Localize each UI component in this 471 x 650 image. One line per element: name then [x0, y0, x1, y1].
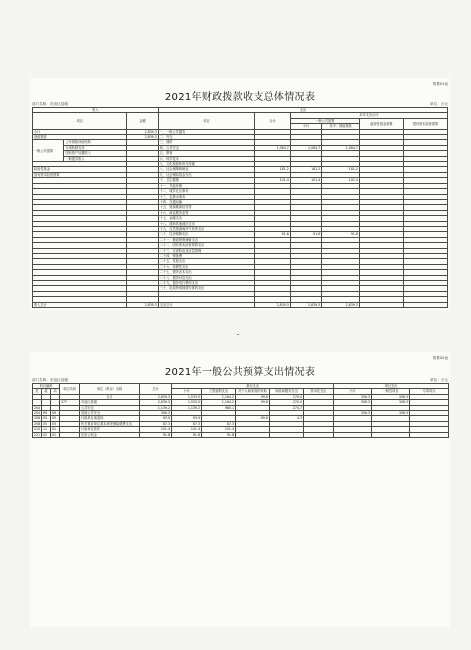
personal-value: 89.6 [236, 416, 270, 421]
sub-header: 项 [51, 389, 60, 394]
item-name: 其他公共安全 [80, 411, 140, 416]
expense-item: 二十、住房保障支出 [158, 232, 254, 237]
kind-code: 208 [34, 416, 41, 421]
total-value: 306.3 [140, 411, 172, 416]
expense-item: 十一、节能环保 [158, 183, 254, 188]
side-label: 一般公共预算 [33, 140, 64, 162]
salary-header: 工资福利支出 [202, 389, 236, 394]
project-subtotal: 306.3 [334, 400, 372, 405]
capital-header: 资本性支出 [304, 389, 334, 394]
total-header: 合计 [255, 113, 291, 129]
total-value: 93.9 [140, 416, 172, 421]
table-tag: 预算01表 [432, 82, 448, 86]
special-project-value [410, 432, 449, 437]
expense-item: 十五、资源勘探信息等 [158, 205, 254, 210]
expense-item: 十四、交通运输 [158, 199, 254, 204]
salary-value: 101.4 [202, 427, 236, 432]
total-header: 总计 [140, 384, 172, 395]
item-code: 05 [42, 416, 51, 421]
amount-header: 金额 [127, 113, 158, 129]
project-subtotal [334, 432, 372, 437]
expense-basic: 181.2 [322, 167, 360, 172]
expense-subtotal: 181.2 [290, 167, 321, 172]
basic-subtotal: 87.3 [172, 421, 202, 426]
expense-item: 九、社会保险基金支出 [158, 172, 254, 177]
expense-item: 二十二、国有资本经营预算支出 [158, 243, 254, 248]
sub-code: 05 [51, 416, 60, 421]
income-item: 国有资本经营预算 [33, 172, 127, 177]
income-header: 收入 [33, 108, 159, 113]
income-total-label: 收入总计 [33, 302, 127, 307]
total-value: 1,139.2 [140, 405, 172, 410]
expense-total-label: 支出总计 [158, 302, 254, 307]
basic-subtotal: 91.8 [172, 432, 202, 437]
personal-value: 99.6 [236, 400, 270, 405]
project-subtotal: 306.3 [334, 394, 372, 399]
general-project-value: 306.3 [372, 411, 410, 416]
expense-item: 二十九、债务发行费用支出 [158, 281, 254, 286]
basic-header: 基本支出 [172, 384, 334, 389]
dept-label: 部门名称： [32, 102, 50, 106]
personal-value: 99.6 [236, 394, 270, 399]
total-value: 2,839.3 [140, 400, 172, 405]
unit-label: 单位：万元 [430, 102, 448, 106]
income-total: 2,839.3 [127, 302, 158, 307]
income-item: 专项转移支付 [64, 145, 127, 150]
total-value: 2,839.3 [140, 394, 172, 399]
item-name: 行政单位医疗 [80, 427, 140, 432]
expense-total: 1,064.7 [255, 145, 291, 150]
expense-item: 三十、抗疫特别国债安排的支出 [158, 286, 254, 291]
total-value: 101.4 [140, 427, 172, 432]
expense-item: 五、教育 [158, 151, 254, 156]
total-value: 87.3 [140, 421, 172, 426]
gov-fund-header: 政府性基金预算 [359, 118, 403, 129]
sub-code: 99 [51, 411, 60, 416]
expense-item: 二十一、粮油物资储备支出 [158, 237, 254, 242]
item-name: 市直区县级 [80, 400, 140, 405]
unit-code: 377 [60, 400, 80, 405]
item-code: 05 [42, 421, 51, 426]
basic-subtotal: 1,533.0 [172, 394, 202, 399]
budget-summary-sheet [30, 78, 450, 310]
expense-subtotal: 91.8 [290, 232, 321, 237]
expense-item: 十、卫生健康 [158, 178, 254, 183]
expense-item: 四、公共安全 [158, 145, 254, 150]
expense-table [32, 383, 449, 438]
item-name: 住房公积金 [80, 432, 140, 437]
project-subtotal-header: 小计 [334, 389, 372, 394]
basic-subtotal: 1,139.2 [172, 405, 202, 410]
sub-code: 01 [51, 432, 60, 437]
kind-code: 208 [34, 421, 41, 426]
income-item: 小计 [33, 129, 127, 134]
expense-item: 二、外交 [158, 135, 254, 140]
expense-item: 七、文化旅游体育与传媒 [158, 162, 254, 167]
state-capital-header: 国有资本经营预算 [403, 118, 447, 129]
expense-item: 一、一般公共服务 [158, 129, 254, 134]
kind-code: 210 [34, 427, 41, 432]
income-item: 一般债券收入 [64, 156, 127, 161]
general-project-value: 306.3 [372, 394, 410, 399]
footer-row [33, 302, 448, 307]
subtotal-header: 小计 [290, 124, 321, 129]
salary-value: 87.3 [202, 421, 236, 426]
dept-name: 市直区县级 [49, 102, 68, 106]
income-item: 上年财政补助结转 [64, 140, 127, 145]
footer-empty [403, 302, 447, 307]
expense-basic: 101.4 [322, 178, 360, 183]
basic-subtotal: 93.9 [172, 416, 202, 421]
page-title: 2021年财政拨款收支总体情况表 [164, 92, 316, 103]
item-code: 11 [42, 427, 51, 432]
kind-code: 221 [34, 432, 41, 437]
name-header: 单位（科目）名称 [80, 384, 140, 395]
item-header: 款 [42, 389, 51, 394]
capital-value [304, 432, 334, 437]
item-name: 机关事业单位基本养老保险缴费支出 [80, 421, 140, 426]
expense-total: 2,839.3 [255, 302, 291, 307]
general-budget-sheet [30, 352, 450, 627]
expense-item: 二十三、灾害防治及应急管理 [158, 248, 254, 253]
goods-header: 商品和服务支出 [270, 389, 304, 394]
expense-item: 十八、援助其他地区支出 [158, 221, 254, 226]
expense-basic: 91.8 [322, 232, 360, 237]
income-item: 国有资产处置收入 [64, 151, 127, 156]
kind-header: 类 [33, 389, 42, 394]
income-amount: 2,839.3 [127, 135, 158, 140]
sub-code: 01 [51, 427, 60, 432]
dept-name: 市直区县级 [49, 378, 68, 382]
table-tag: 预算02表 [432, 356, 448, 360]
general-budget-header: 一般公共预算 [290, 118, 359, 123]
special-project-header: 专项项目 [410, 389, 449, 394]
expense-item: 二十六、转移性支出 [158, 264, 254, 269]
income-amount: 2,839.3 [127, 129, 158, 134]
expense-total: 181.2 [255, 167, 291, 172]
expense-header: 支出 [158, 108, 447, 113]
budget-total-header: 本年支出合计 [290, 113, 447, 118]
item-name: 公共安全 [80, 405, 140, 410]
item2-header: 项目 [158, 113, 254, 129]
kind-code: 204 [34, 411, 41, 416]
expense-item: 十九、自然资源海洋气象等支出 [158, 226, 254, 231]
salary-value: 1,164.2 [202, 394, 236, 399]
unit-code-header: 单位代码 [60, 384, 80, 395]
unit-label: 单位：万元 [430, 378, 448, 382]
expense-item: 三、国防 [158, 140, 254, 145]
expense-basic: 2,839.3 [322, 302, 360, 307]
dept-label: 部门名称： [32, 378, 50, 382]
expense-total: 91.8 [255, 232, 291, 237]
kind-code: 204 [34, 405, 41, 410]
expense-item: 二十四、预备费 [158, 253, 254, 258]
func-code-header: 科目编码 [33, 384, 60, 389]
expense-item: 六、科学技术 [158, 156, 254, 161]
expense-subtotal: 2,839.3 [290, 302, 321, 307]
page-title: 2021年一般公共预算支出情况表 [164, 367, 316, 378]
project-subtotal: 306.3 [334, 411, 372, 416]
basic-subtotal: 101.4 [172, 427, 202, 432]
item-code: 02 [42, 432, 51, 437]
subtotal-header: 小计 [172, 389, 202, 394]
item-code: 99 [42, 411, 51, 416]
expense-item: 八、社会保障和就业 [158, 167, 254, 172]
general-project-value [372, 432, 410, 437]
goods-value: 270.0 [270, 400, 304, 405]
table-row [33, 432, 449, 437]
goods-value: 274.7 [270, 405, 304, 410]
item-name: 行政单位离退休 [80, 416, 140, 421]
goods-value [270, 432, 304, 437]
expense-subtotal: 101.4 [290, 178, 321, 183]
unit-code [60, 432, 80, 437]
expense-item: 十三、农林水事务 [158, 194, 254, 199]
sub-code: 05 [51, 421, 60, 426]
expense-subtotal: 1,064.7 [290, 145, 321, 150]
goods-value: 4.3 [270, 416, 304, 421]
salary-value: 91.8 [202, 432, 236, 437]
goods-value: 270.0 [270, 394, 304, 399]
expense-item: 二十八、债务付息支出 [158, 275, 254, 280]
salary-value: 985.1 [202, 405, 236, 410]
income-item: 财政拨款 [33, 135, 127, 140]
expense-item: 十六、商业服务业等 [158, 210, 254, 215]
footer-empty [359, 302, 403, 307]
general-project-value: 306.3 [372, 400, 410, 405]
expense-item: 十二、城乡社区事务 [158, 189, 254, 194]
expense-item: 二十七、债务还本支出 [158, 270, 254, 275]
basic-header: 其中：财政拨款 [322, 124, 360, 129]
general-project-header: 一般性项目 [372, 389, 410, 394]
personal-value [236, 432, 270, 437]
summary-table [32, 107, 448, 308]
expense-total: 101.4 [255, 178, 291, 183]
expense-item: 十七、金融支出 [158, 216, 254, 221]
expense-basic: 1,064.7 [322, 145, 360, 150]
personal-header: 对个人和家庭的补助 [236, 389, 270, 394]
scan-speck [237, 334, 239, 335]
basic-subtotal: 1,533.0 [172, 400, 202, 405]
project-header: 项目支出 [334, 384, 449, 389]
total-value: 91.8 [140, 432, 172, 437]
income-item: 政府性基金 [33, 167, 127, 172]
item-name: 合计 [80, 394, 140, 399]
item-header: 项目 [33, 113, 127, 129]
expense-item: 二十五、其他支出 [158, 259, 254, 264]
salary-value: 1,164.2 [202, 400, 236, 405]
